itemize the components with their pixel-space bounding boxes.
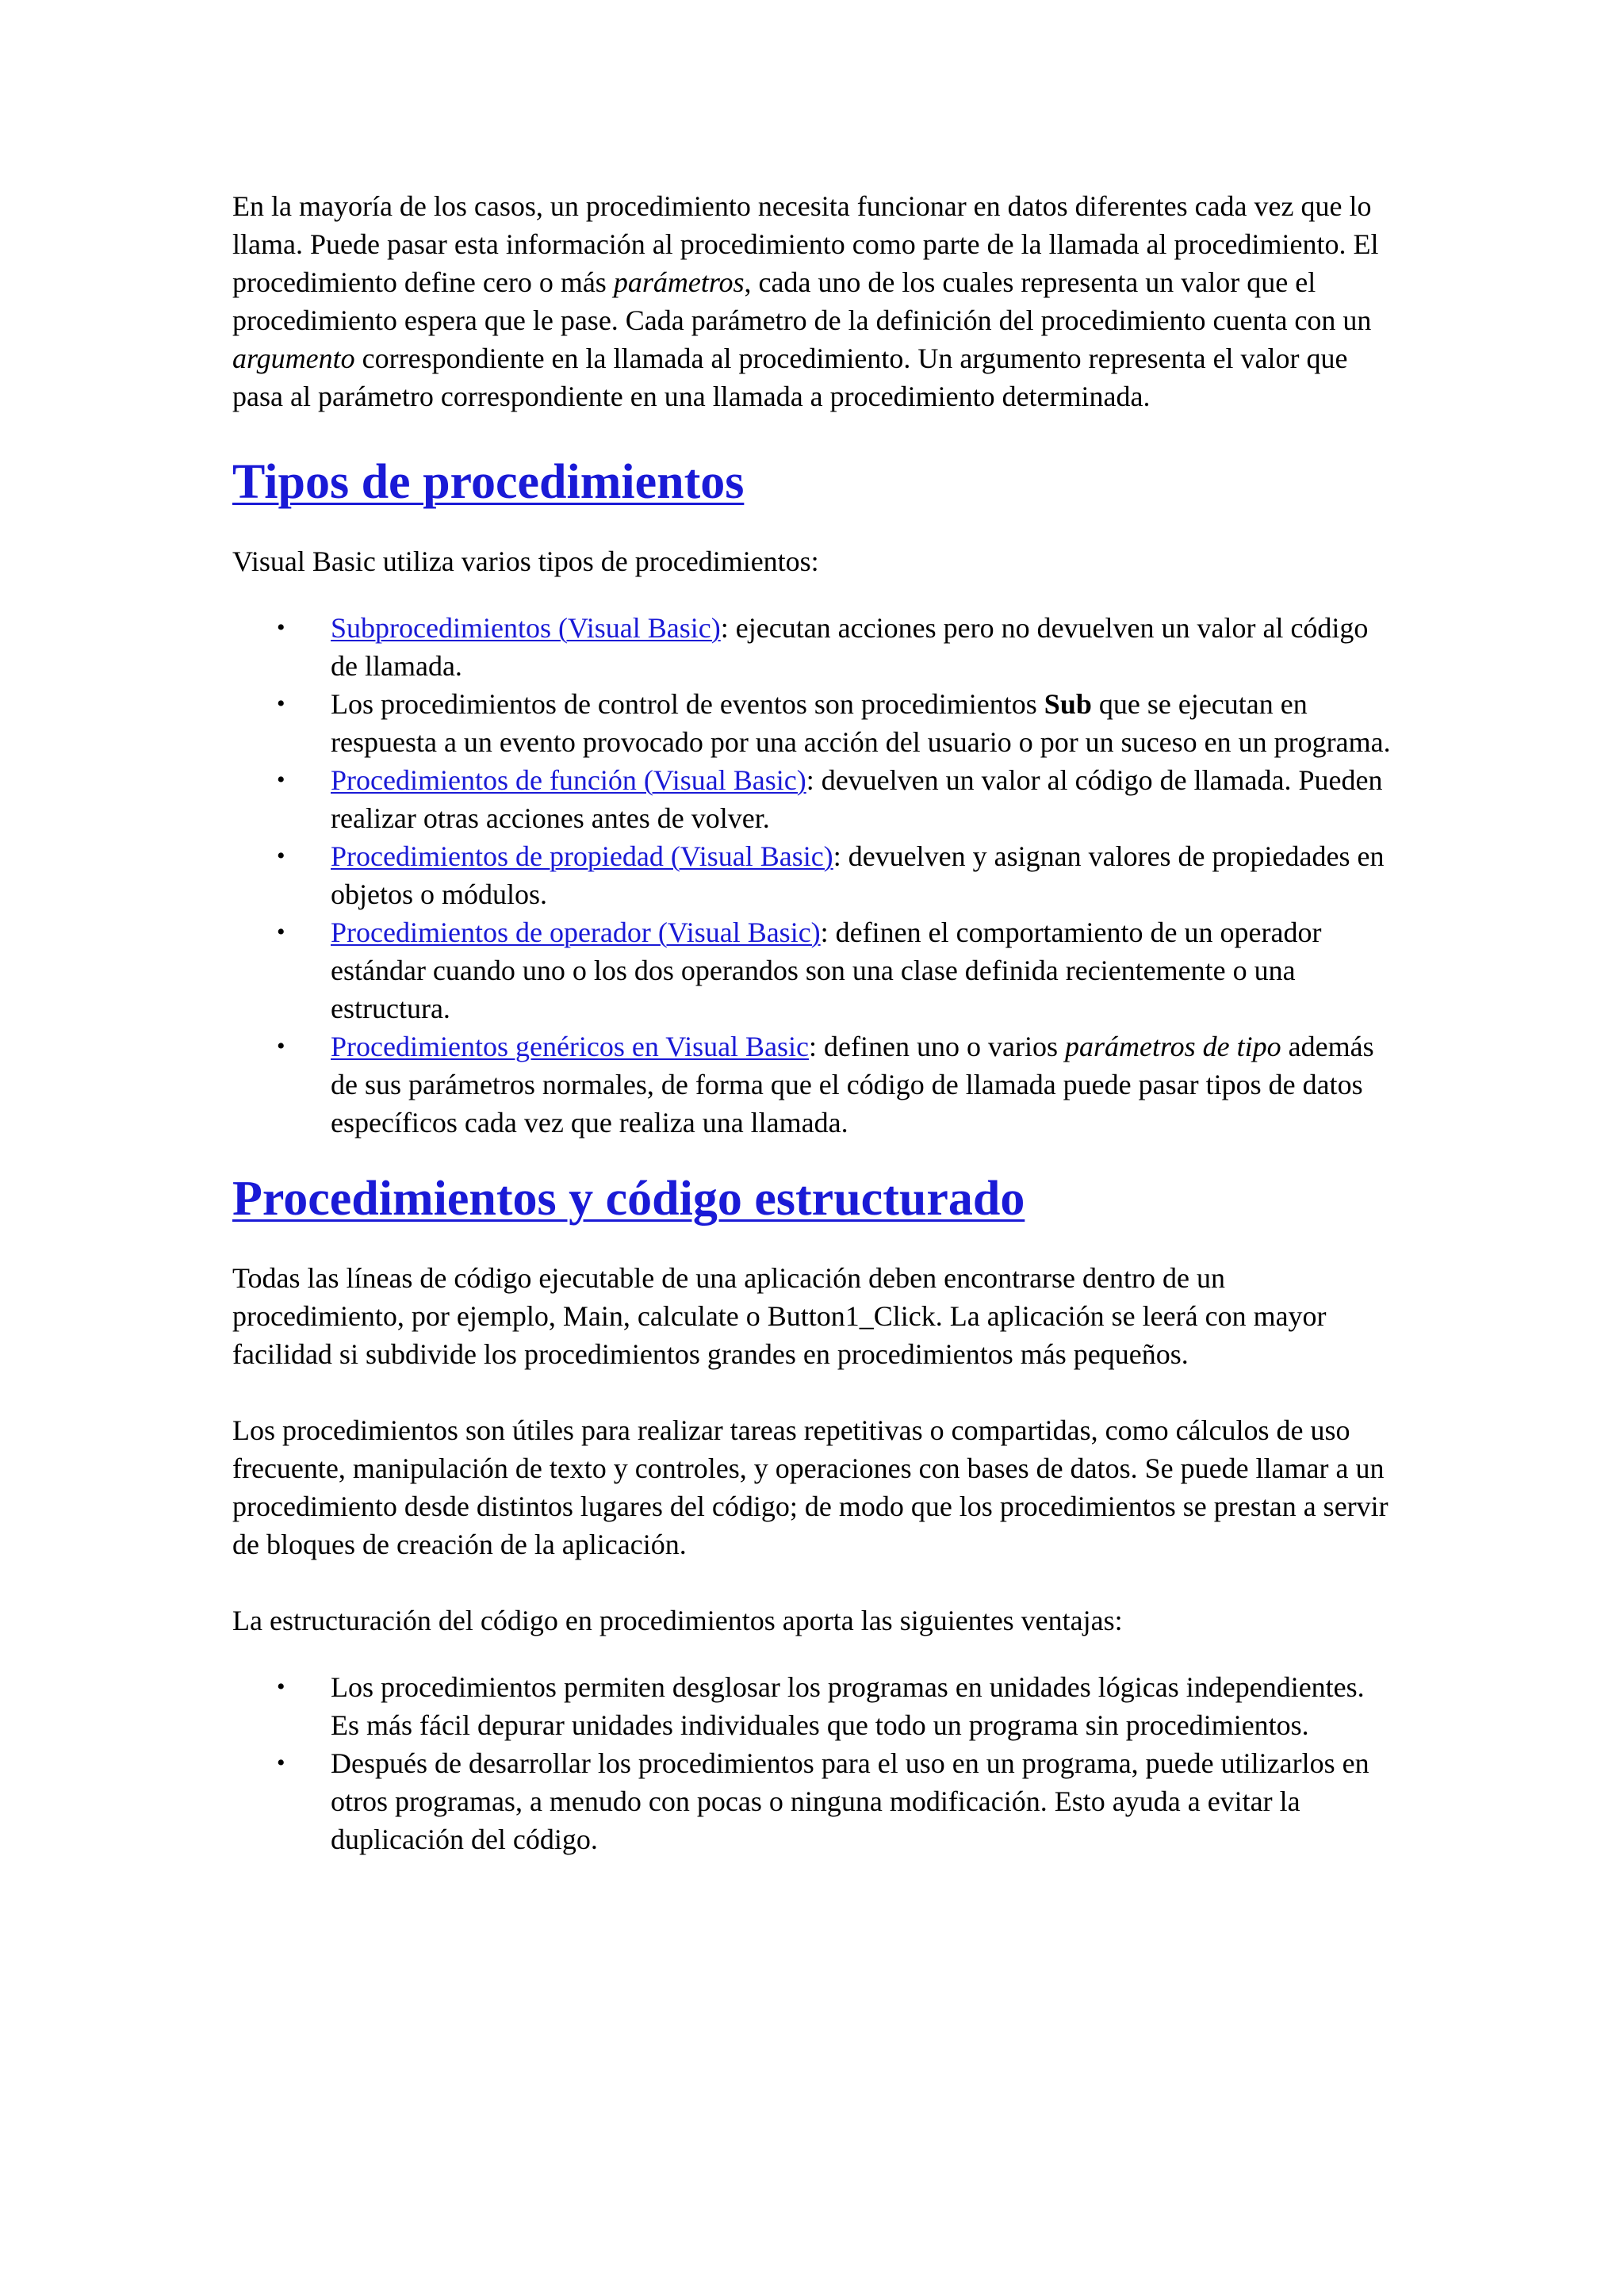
list-item-text: Los procedimientos permiten desglosar los programas en unidades lógicas independientes. Es más fácil depurar unidades individuales que todo un programa sin procedimientos. xyxy=(331,1671,1365,1741)
list-item-text: : definen uno o varios xyxy=(809,1031,1065,1062)
section2-paragraph-1: Todas las líneas de código ejecutable de una aplicación deben encontrarse dentro de un procedimiento, por ejemplo, Main, calculate o Button1_Click. La aplicación se leerá con mayor facilidad si subdivide los procedimientos grandes en procedimientos más pequeños. xyxy=(232,1262,1327,1370)
list-item xyxy=(277,609,1398,685)
list-item-text: Después de desarrollar los procedimientos para el uso en un programa, puede utilizarlos en otros programas, a menudo con pocas o ninguna modificación. Esto ayuda a evitar la duplicación del código. xyxy=(331,1747,1369,1855)
link-procedimientos-de-operador[interactable]: Procedimientos de operador (Visual Basic) xyxy=(331,916,821,948)
bullet-icon: • xyxy=(277,767,285,793)
link-subprocedimientos[interactable]: Subprocedimientos (Visual Basic) xyxy=(331,612,721,644)
list-item xyxy=(277,1668,1398,1744)
bullet-icon: • xyxy=(277,614,285,641)
heading-procedimientos-y-codigo-estructurado xyxy=(232,1170,1398,1227)
list-item-text: : definen el comportamiento de un operador estándar cuando uno o los dos operandos son una clase definida recientemente o una estructura. xyxy=(331,916,1322,1024)
bullet-icon: • xyxy=(277,843,285,869)
list-item-text: : devuelven un valor al código de llamada. Pueden realizar otras acciones antes de volver. xyxy=(331,764,1383,834)
intro-emphasis-argumento: argumento xyxy=(232,342,355,374)
intro-emphasis-parametros: parámetros xyxy=(613,266,745,298)
list-item-text: Los procedimientos de control de eventos son procedimientos xyxy=(331,688,1044,720)
list-item xyxy=(277,685,1398,761)
heading-link-tipos[interactable]: Tipos de procedimientos xyxy=(232,455,745,509)
list-item xyxy=(277,1744,1398,1858)
link-procedimientos-genericos[interactable]: Procedimientos genéricos en Visual Basic xyxy=(331,1031,810,1062)
intro-text-1: En la mayoría de los casos, un procedimiento necesita funcionar en datos diferentes cada vez que lo llama. Puede pasar esta información al procedimiento como parte de la llamada al procedimiento. El procedimiento define cero o más xyxy=(232,190,1379,298)
heading-tipos-de-procedimientos xyxy=(232,453,1398,511)
list-item xyxy=(277,1027,1398,1142)
bullet-icon: • xyxy=(277,1674,285,1700)
list-item xyxy=(277,761,1398,837)
section1-lead: Visual Basic utiliza varios tipos de procedimientos: xyxy=(232,545,819,577)
bullet-icon: • xyxy=(277,691,285,717)
list-item-text: : ejecutan acciones pero no devuelven un valor al código de llamada. xyxy=(331,612,1369,682)
emphasis-parametros-de-tipo: parámetros de tipo xyxy=(1064,1031,1281,1062)
list-item xyxy=(277,837,1398,913)
list-item-text: que se ejecutan en respuesta a un evento provocado por una acción del usuario o por un suceso en un programa. xyxy=(331,688,1391,758)
bullet-icon: • xyxy=(277,1750,285,1776)
heading-link-estructurado[interactable]: Procedimientos y código estructurado xyxy=(232,1172,1025,1226)
bullet-icon: • xyxy=(277,1033,285,1059)
intro-text-2: , cada uno de los cuales representa un valor que el procedimiento espera que le pase. Cada parámetro de la definición del procedimiento cuenta con un xyxy=(232,266,1372,336)
intro-paragraph xyxy=(232,187,1398,415)
list-item-text: : devuelven y asignan valores de propiedades en objetos o módulos. xyxy=(331,840,1385,910)
list-item-text: además de sus parámetros normales, de forma que el código de llamada puede pasar tipos de datos específicos cada vez que realiza una llamada. xyxy=(331,1031,1374,1138)
procedure-types-list xyxy=(232,609,1398,1142)
document-page xyxy=(232,187,1398,1858)
keyword-sub: Sub xyxy=(1044,688,1092,720)
section2-paragraph-3: La estructuración del código en procedimientos aporta las siguientes ventajas: xyxy=(232,1605,1123,1636)
section2-paragraph-2: Los procedimientos son útiles para realizar tareas repetitivas o compartidas, como cálculos de uso frecuente, manipulación de texto y controles, y operaciones con bases de datos. Se puede llamar a un procedimiento desde distintos lugares del código; de modo que los procedimientos se prestan a servir de bloques de creación de la aplicación. xyxy=(232,1414,1388,1560)
bullet-icon: • xyxy=(277,919,285,945)
advantages-list xyxy=(232,1668,1398,1858)
list-item xyxy=(277,913,1398,1027)
intro-text-3: correspondiente en la llamada al procedimiento. Un argumento representa el valor que pasa al parámetro correspondiente en una llamada a procedimiento determinada. xyxy=(232,342,1348,412)
link-procedimientos-de-funcion[interactable]: Procedimientos de función (Visual Basic) xyxy=(331,764,806,796)
link-procedimientos-de-propiedad[interactable]: Procedimientos de propiedad (Visual Basic) xyxy=(331,840,833,872)
